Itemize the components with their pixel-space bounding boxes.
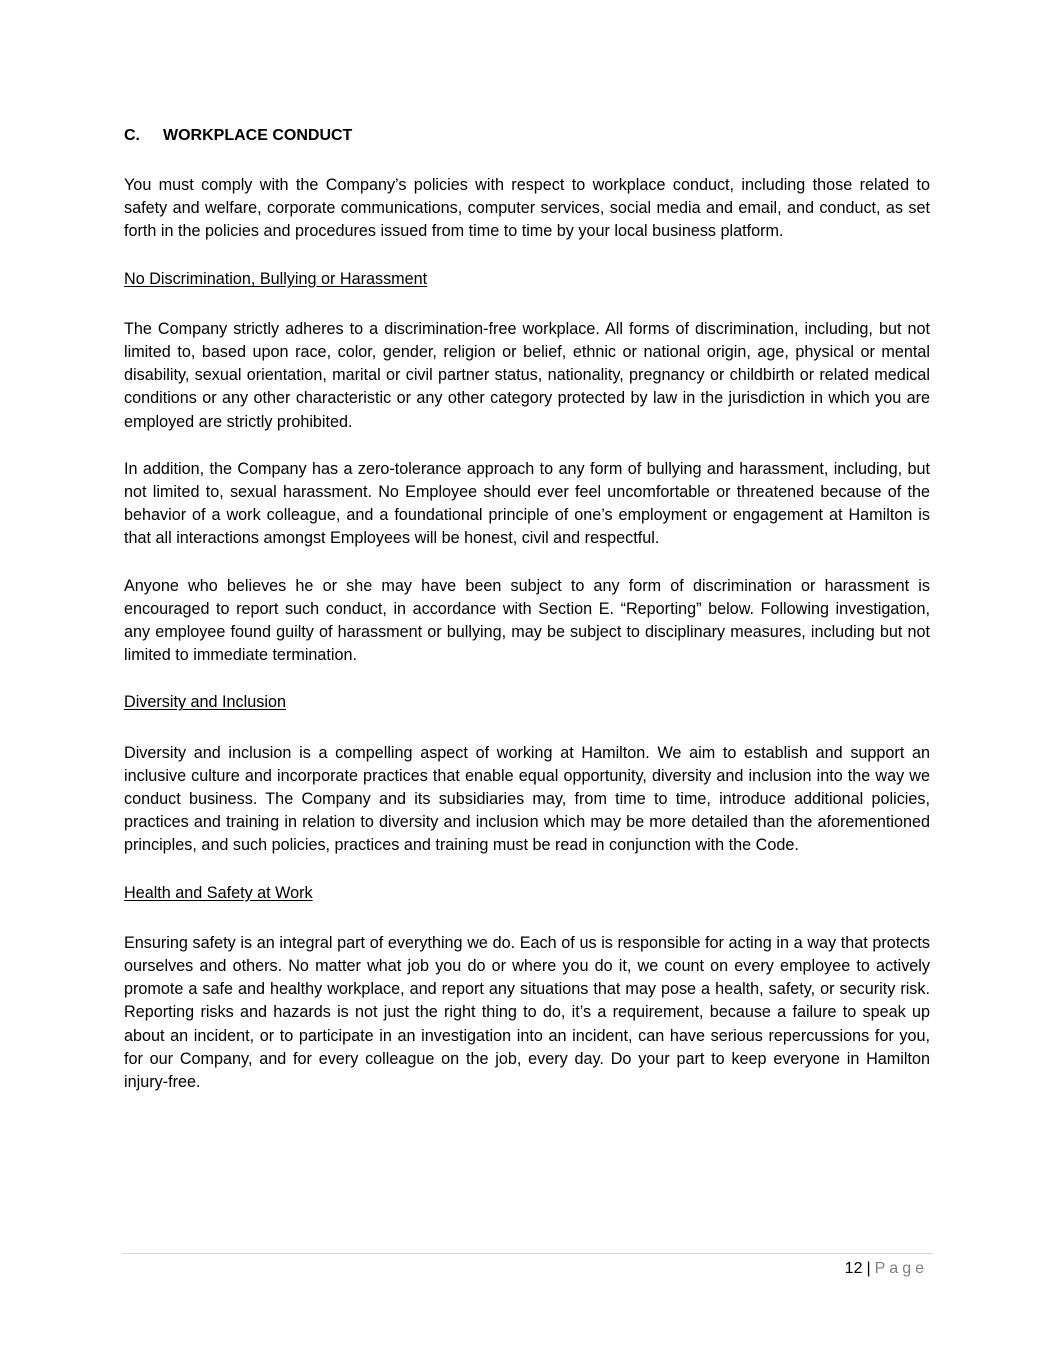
section-title: WORKPLACE CONDUCT — [163, 127, 353, 144]
discrimination-paragraph-1: The Company strictly adheres to a discrimination-free workplace. All forms of discrimination, including, but not limited to, based upon race, color, gender, religion or belief, ethnic or national origin, age, physical or mental disability, sexual orientation, marital or civil partner status, nationality, pregnancy or childbirth or related medical conditions or any other characteristic or any other category protected by law in the jurisdiction in which you are employed are strictly prohibited. — [124, 319, 930, 431]
discrimination-paragraph-2: In addition, the Company has a zero-tolerance approach to any form of bullying and harassment, including, but not limited to, sexual harassment. No Employee should ever feel uncomfortable or threatened because of the behavior of a work colleague, and a foundational principle of one’s employment or engagement at Hamilton is that all interactions amongst Employees will be honest, civil and respectful. — [124, 459, 930, 548]
intro-paragraph: You must comply with the Company’s policies with respect to workplace conduct, including those related to safety and welfare, corporate communications, computer services, social media and email, and conduct, as set forth in the policies and procedures issued from time to time by your local business platform. — [124, 176, 930, 241]
section-letter: C. — [124, 127, 140, 144]
footer-separator: | — [866, 1260, 871, 1277]
page-footer — [845, 1258, 928, 1280]
discrimination-paragraph-3: Anyone who believes he or she may have been subject to any form of discrimination or harassment is encouraged to report such conduct, in accordance with Section E. “Reporting” below. Following investigation, any employee found guilty of harassment or bullying, may be subject to disciplinary measures, including but not limited to immediate termination. — [124, 576, 930, 665]
health-safety-paragraph: Ensuring safety is an integral part of everything we do. Each of us is responsible for acting in a way that protects ourselves and others. No matter what job you do or where you do it, we count on every employee to actively promote a safe and healthy workplace, and report any situations that may pose a health, safety, or security risk. Reporting risks and hazards is not just the right thing to do, it’s a requirement, because a failure to speak up about an incident, or to participate in an investigation into an incident, can have serious repercussions for you, for our Company, and for every colleague on the job, every day. Do your part to keep everyone in Hamilton injury-free. — [124, 933, 930, 1092]
page-number: 12 — [844, 1260, 863, 1277]
diversity-paragraph: Diversity and inclusion is a compelling aspect of working at Hamilton. We aim to establish and support an inclusive culture and incorporate practices that enable equal opportunity, diversity and inclusion into the way we conduct business. The Company and its subsidiaries may, from time to time, introduce additional policies, practices and training in relation to diversity and inclusion which may be more detailed than the aforementioned principles, and such policies, practices and training must be read in conjunction with the Code. — [124, 743, 930, 855]
health-safety-heading: Health and Safety at Work — [124, 883, 313, 902]
document-page — [124, 126, 930, 1118]
diversity-heading: Diversity and Inclusion — [124, 693, 286, 712]
discrimination-heading: No Discrimination, Bullying or Harassment — [124, 269, 428, 288]
page-label: Page — [874, 1260, 928, 1277]
footer-divider — [122, 1253, 933, 1254]
section-heading — [124, 126, 930, 146]
